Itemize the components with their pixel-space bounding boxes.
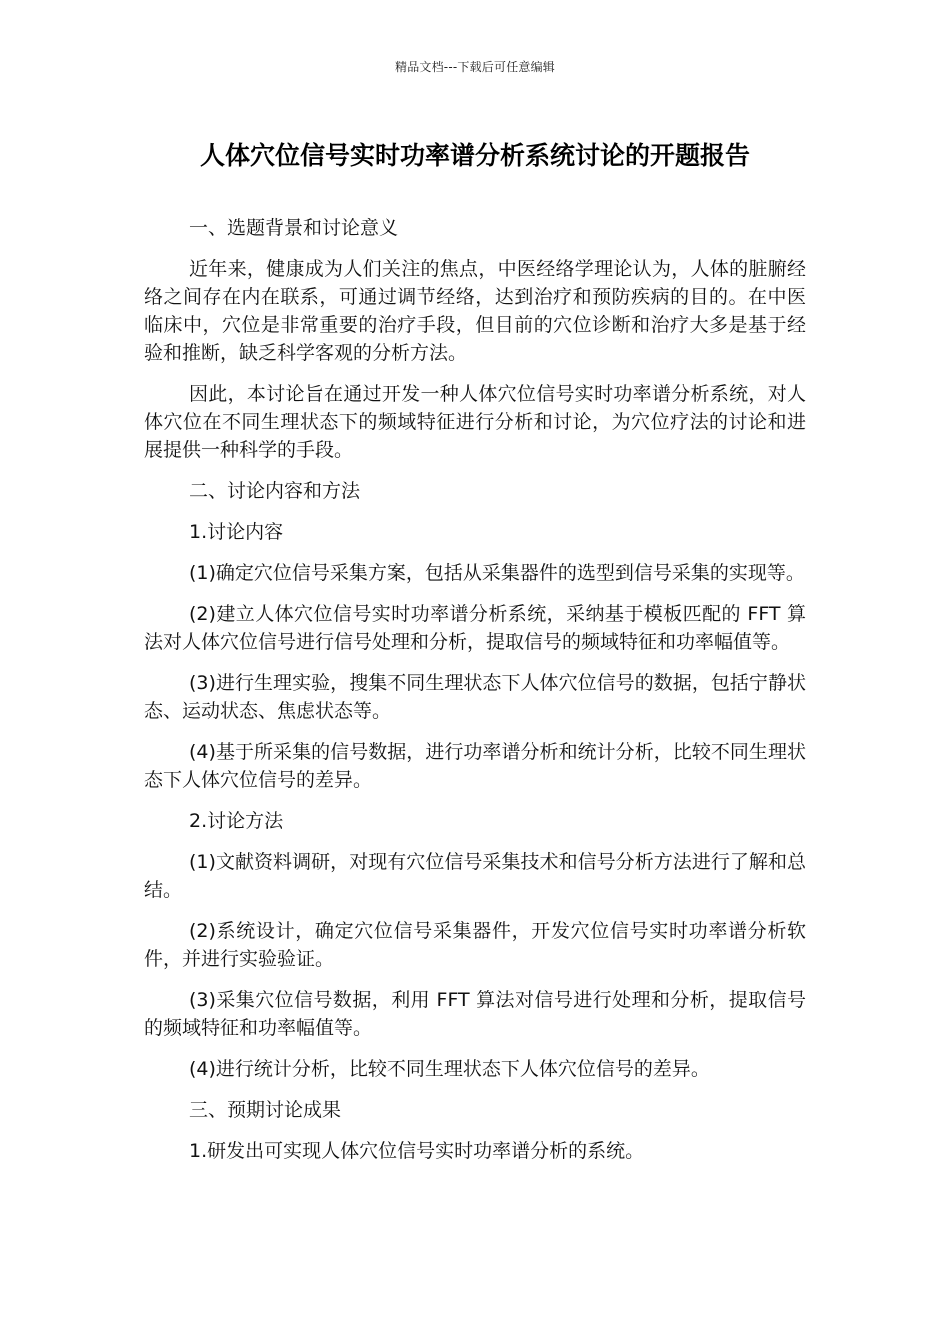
paragraph-background: 近年来，健康成为人们关注的焦点，中医经络学理论认为，人体的脏腑经络之间存在内在联系，可通过调节经络，达到治疗和预防疾病的目的。在中医临床中，穴位是非常重要的治疗手段，但目前的穴位诊断和治疗大多是基于经验和推断，缺乏科学客观的分析方法。 [144,258,806,364]
list-item-content-4: (4)基于所采集的信号数据，进行功率谱分析和统计分析，比较不同生理状态下人体穴位信号的差异。 [144,741,806,791]
list-item-method-1: (1)文献资料调研，对现有穴位信号采集技术和信号分析方法进行了解和总结。 [144,851,806,901]
list-item-content-3: (3)进行生理实验，搜集不同生理状态下人体穴位信号的数据，包括宁静状态、运动状态、焦虑状态等。 [144,672,806,722]
header-note: 精品文档---下载后可任意编辑 [395,60,555,74]
list-item-method-2: (2)系统设计，确定穴位信号采集器件，开发穴位信号实时功率谱分析软件，并进行实验验证。 [144,920,806,970]
list-item-content-2: (2)建立人体穴位信号实时功率谱分析系统，采纳基于模板匹配的 FFT 算法对人体穴位信号进行信号处理和分析，提取信号的频域特征和功率幅值等。 [144,603,806,653]
list-item-method-3: (3)采集穴位信号数据，利用 FFT 算法对信号进行处理和分析，提取信号的频域特征和功率幅值等。 [144,989,806,1039]
paragraph-purpose: 因此，本讨论旨在通过开发一种人体穴位信号实时功率谱分析系统，对人体穴位在不同生理状态下的频域特征进行分析和讨论，为穴位疗法的讨论和进展提供一种科学的手段。 [144,383,806,461]
document-title: 人体穴位信号实时功率谱分析系统讨论的开题报告 [199,141,750,170]
section-heading-background: 一、选题背景和讨论意义 [189,217,399,239]
subheading-methods: 2.讨论方法 [189,810,284,832]
list-item-content-1: (1)确定穴位信号采集方案，包括从采集器件的选型到信号采集的实现等。 [189,562,805,584]
subheading-content: 1.讨论内容 [189,521,284,543]
document-body [144,214,806,1178]
list-item-result-1: 1.研发出可实现人体穴位信号实时功率谱分析的系统。 [189,1140,645,1162]
list-item-method-4: (4)进行统计分析，比较不同生理状态下人体穴位信号的差异。 [189,1058,710,1080]
section-heading-content-methods: 二、讨论内容和方法 [189,480,361,502]
section-heading-expected-results: 三、预期讨论成果 [189,1099,342,1121]
